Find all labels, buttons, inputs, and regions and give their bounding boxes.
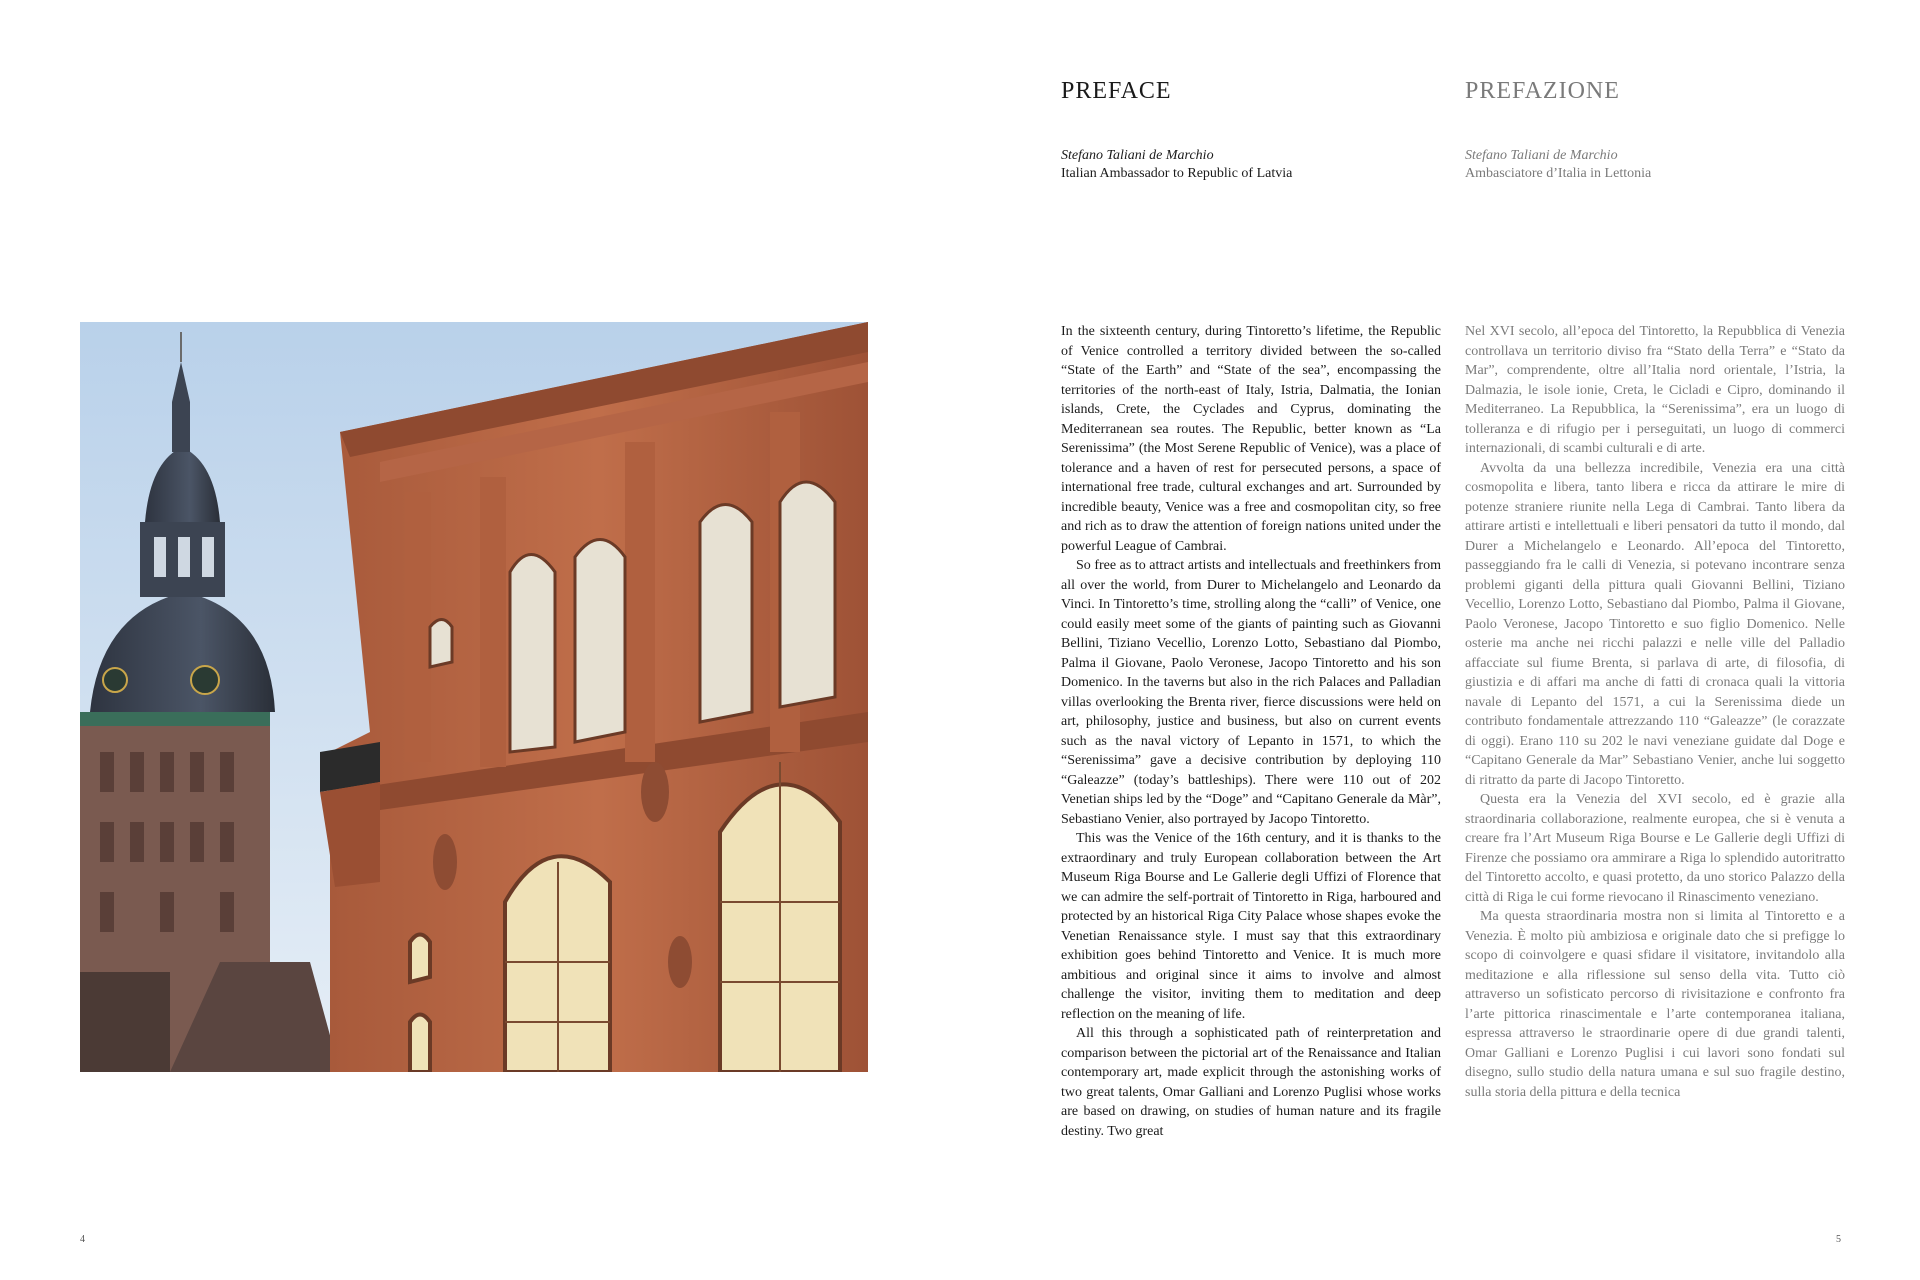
paragraph: So free as to attract artists and intellectuals and freethinkers from all over the world, from Durer to Michelangelo and Leonardo da Vinci. In Tintoretto’s time, strolling along the “calli” of Venice, one could easily meet some of the giants of painting such as Giovanni Bellini, Tiziano Vecellio, Lorenzo Lotto, Sebastiano dal Piombo, Palma il Giovane, Paolo Veronese, Jacopo Tintoretto and his son Domenico. In the taverns but also in the rich Palaces and Palladian villas overlooking the Brenta river, fierce discussions were held on art, philosophy, justice and business, but also on current events such as the naval victory of Lepanto in 1571, to which the “Serenissima” gave a decisive contribution by deploying 110 “Galeazze” (today’s battleships). There were 110 out of 202 Venetian ships led by the “Doge” and “Capitano Generale da Màr”, Sebastiano Venier, also portrayed by Jacopo Tintoretto. — [1061, 558, 1441, 827]
photo-illustration — [80, 322, 868, 1072]
riga-bourse-photo — [80, 322, 868, 1072]
paragraph: Avvolta da una bellezza incredibile, Venezia era una città cosmopolita e libera, tanto libera e ricca da attirare le mire di potenze straniere riunite nella Lega di Cambrai. Tanto libera da attirare artisti e intellettuali e liberi pensatori da tutto il mondo, dal Durer a Michelangelo e Leonardo. All’epoca del Tintoretto, passeggiando fra le calli di Venezia, si potevano incontrare senza problemi giganti della pittura quali Giovanni Bellini, Tiziano Vecellio, Lorenzo Lotto, Sebastiano dal Piombo, Palma il Giovane, Paolo Veronese, Jacopo Tintoretto e suo figlio Domenico. Nelle osterie ma anche nei ricchi palazzi e nelle ville del Palladio affacciate sul fiume Brenta, si parlava di arte, di filosofia, di giustizia e di affari ma anche di fatti di cronaca quali la vittoria navale di Lepanto del 1571, a cui la Serenissima diede un contributo fondamentale attrezzando 110 “Galeazze” (le corazzate di oggi). Erano 110 su 202 le navi veneziane guidate dal Doge e “Capitano Generale da Mar” Sebastiano Venier, anche lui soggetto di ritratto da parte di Jacopo Tintoretto. — [1465, 460, 1845, 788]
bourse-building — [320, 322, 868, 1072]
paragraph: In the sixteenth century, during Tintoretto’s lifetime, the Republic of Venice controlled a territory divided between the so-called “State of the Earth” and “State of the sea”, encompassing the territories of the north-east of Italy, Istria, Dalmatia, the Ionian islands, Crete, the Cyclades and Cyprus, dominating the Mediterranean sea routes. The Republic, better known as “La Serenissima” (the Most Serene Republic of Venice), was a place of tolerance and a haven of rest for persecuted persons, a space of international free trade, cultural exchanges and art. Surrounded by incredible beauty, Venice was a free and cosmopolitan city, so free and rich as to draw the attention of foreign nations united under the powerful League of Cambrai. — [1061, 324, 1441, 554]
author-role-en: Italian Ambassador to Republic of Latvia — [1061, 166, 1293, 181]
page-number-left: 4 — [80, 1234, 85, 1245]
english-body-text — [1061, 322, 1441, 1141]
paragraph: This was the Venice of the 16th century, and it is thanks to the extraordinary and truly European collaboration between the Art Museum Riga Bourse and Le Gallerie degli Uffizi of Florence that we can admire the self-portrait of Tintoretto in Riga, harboured and protected by an historical Riga City Palace whose shapes evoke the Venetian Renaissance style. I must say that this extraordinary exhibition goes behind Tintoretto and Venice. It is much more ambitious and original since it aims to involve and almost challenge the visitor, inviting them to meditation and deep reflection on the meaning of life. — [1061, 831, 1441, 1022]
page-number-right: 5 — [1836, 1234, 1841, 1245]
author-role-it: Ambasciatore d’Italia in Lettonia — [1465, 166, 1652, 181]
paragraph: Nel XVI secolo, all’epoca del Tintoretto, la Repubblica di Venezia controllava un territorio diviso fra “Stato della Terra” e “Stato da Mar”, comprendente, oltre all’Italia nord orientale, l’Istria, la Dalmazia, le isole ionie, Creta, le Cicladi e Cipro, dominando il Mediterraneo. La Repubblica, la “Serenissima”, era un luogo di tolleranza e di rifugio per i perseguitati, un luogo di commerci internazionali, di scambi culturali e di arte. — [1465, 324, 1845, 456]
preface-title: PREFACE — [1061, 78, 1172, 104]
paragraph: Questa era la Venezia del XVI secolo, ed è grazie alla straordinaria collaborazione, realmente europea, che si è venuta a creare fra l’Art Museum Riga Bourse e Le Gallerie degli Uffizi di Firenze che possiamo ora ammirare a Riga lo splendido autoritratto del Tintoretto accolto, e quasi protetto, da uno storico Palazzo della città di Riga le cui forme rievocano il Rinascimento veneziano. — [1465, 792, 1845, 905]
prefazione-title: PREFAZIONE — [1465, 78, 1620, 104]
author-name-it: Stefano Taliani de Marchio — [1465, 148, 1618, 163]
author-name-en: Stefano Taliani de Marchio — [1061, 148, 1214, 163]
paragraph: All this through a sophisticated path of reinterpretation and comparison between the pictorial art of the Renaissance and Italian contemporary art, made explicit through the astonishing works of two great talents, Omar Galliani and Lorenzo Puglisi whose works are based on drawing, on studies of human nature and its fragile destiny. Two great — [1061, 1026, 1441, 1139]
italian-body-text — [1465, 322, 1845, 1102]
paragraph: Ma questa straordinaria mostra non si limita al Tintoretto e a Venezia. È molto più ambiziosa e originale dato che si prefigge lo scopo di coinvolgere e quasi sfidare il visitatore, invitandolo alla meditazione e alla riflessione sul senso della vita. Tutto ciò attraverso un sofisticato percorso di rivisitazione e confronto fra l’arte pittorica rinascimentale e l’arte contemporanea italiana, espressa attraverso le straordinarie opere di due grandi talenti, Omar Galliani e Lorenzo Puglisi i cui lavori sono fondati sul disegno, sullo studio della natura umana e sul suo fragile destino, sulla storia della pittura e della tecnica — [1465, 909, 1845, 1100]
